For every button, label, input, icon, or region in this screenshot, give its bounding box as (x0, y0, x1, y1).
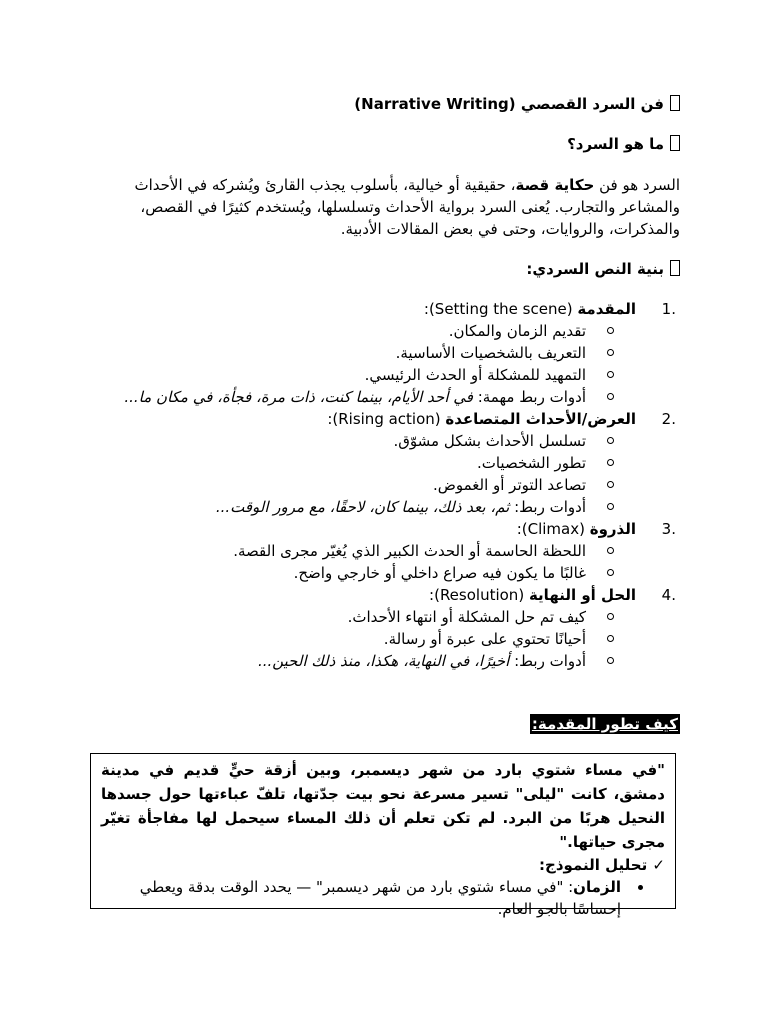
section-heading-rest: (Climax): (516, 520, 590, 538)
list-item (86, 452, 636, 474)
section-heading (86, 584, 636, 606)
structure-list (86, 298, 676, 672)
section-heading-bold: العرض/الأحداث المتصاعدة (445, 410, 636, 428)
list-item-text: كيف تم حل المشكلة أو انتهاء الأحداث. (347, 608, 586, 626)
hollow-bullet-icon (607, 393, 614, 400)
section-number: .3 (661, 520, 676, 538)
list-item (86, 474, 636, 496)
section-items (86, 540, 636, 584)
list-item (86, 320, 636, 342)
analysis-text: : "في مساء شتوي بارد من شهر ديسمبر" — يحدد الوقت بدقة ويعطي إحساسًا بالجو العام. (139, 878, 621, 918)
section-heading-rest: (Rising action): (327, 410, 446, 428)
list-item (86, 650, 636, 672)
list-item (86, 386, 636, 408)
section-number: .4 (661, 586, 676, 604)
box-glyph-icon (670, 135, 680, 151)
what-is-paragraph (80, 174, 680, 240)
list-item-text: تصاعد التوتر أو الغموض. (432, 476, 586, 494)
list-item-text: التمهيد للمشكلة أو الحدث الرئيسي. (364, 366, 586, 384)
box-glyph-icon (670, 260, 680, 276)
list-item-prefix: أدوات ربط مهمة: (472, 388, 586, 406)
list-item-text: اللحظة الحاسمة أو الحدث الكبير الذي يُغيّر مجرى القصة. (233, 542, 586, 560)
para-start: السرد هو فن (594, 176, 680, 194)
section-heading-bold: الحل أو النهاية (528, 586, 636, 604)
section-heading (86, 298, 636, 320)
analysis-heading: ✓ تحليل النموذج: (539, 856, 665, 874)
list-item (86, 606, 636, 628)
section-heading-bold: المقدمة (577, 300, 636, 318)
hollow-bullet-icon (607, 635, 614, 642)
section-heading-bold: الذروة (589, 520, 636, 538)
list-item-text: تقديم الزمان والمكان. (448, 322, 586, 340)
hollow-bullet-icon (607, 327, 614, 334)
what-is-heading (567, 135, 680, 153)
connectors-italic: في أحد الأيام، بينما كنت، ذات مرة، فجأة، في مكان ما... (124, 388, 473, 406)
document-title (354, 95, 680, 113)
hollow-bullet-icon (607, 371, 614, 378)
list-item-text: أحيانًا تحتوي على عبرة أو رسالة. (383, 630, 586, 648)
structure-heading (526, 260, 680, 278)
section-items (86, 606, 636, 672)
intro-heading: كيف تطور المقدمة: (531, 715, 678, 733)
list-item (86, 342, 636, 364)
section-number: .2 (661, 410, 676, 428)
section-heading (86, 518, 636, 540)
hollow-bullet-icon (607, 569, 614, 576)
connectors-italic: أخيرًا، في النهاية، هكذا، منذ ذلك الحين... (257, 652, 510, 670)
list-item-text: تطور الشخصيات. (476, 454, 586, 472)
document-title-text: فن السرد القصصي (Narrative Writing) (354, 95, 664, 113)
structure-section (86, 518, 676, 584)
excerpt-quote: "في مساء شتوي بارد من شهر ديسمبر، وبين أزقة حيٍّ قديم في مدينة دمشق، كانت "ليلى" تسير مسرعة نحو بيت جدّتها، تلفّ عباءتها حول جسدها النحيل هربًا من البرد. لم تكن تعلم أن ذلك المساء سيحمل لها مفاجأة تغيّر مجرى حياتها." (101, 761, 665, 851)
connectors-italic: ثم، بعد ذلك، بينما كان، لاحقًا، مع مرور الوقت... (215, 498, 510, 516)
list-item-prefix: أدوات ربط: (509, 498, 586, 516)
section-number: .1 (661, 300, 676, 318)
list-item-text: غالبًا ما يكون فيه صراع داخلي أو خارجي واضح. (293, 564, 586, 582)
hollow-bullet-icon (607, 503, 614, 510)
para-rest: ، حقيقية أو خيالية، بأسلوب يجذب القارئ ويُشركه في الأحداث والمشاعر والتجارب. يُعنى السرد برواية الأحداث وتسلسلها، ويُستخدم كثيرًا في القصص، والمذكرات، والروايات، وحتى في بعض المقالات الأدبية. (134, 176, 680, 238)
section-heading-rest: (Setting the scene): (423, 300, 578, 318)
list-item-prefix: أدوات ربط: (509, 652, 586, 670)
hollow-bullet-icon (607, 459, 614, 466)
hollow-bullet-icon (607, 481, 614, 488)
hollow-bullet-icon (607, 437, 614, 444)
list-item (86, 496, 636, 518)
what-is-heading-text: ما هو السرد؟ (567, 135, 664, 153)
analysis-item (101, 876, 665, 920)
section-items (86, 320, 636, 408)
list-item-text: تسلسل الأحداث بشكل مشوّق. (393, 432, 586, 450)
section-heading (86, 408, 636, 430)
section-heading-rest: (Resolution): (429, 586, 529, 604)
hollow-bullet-icon (607, 657, 614, 664)
excerpt-box (90, 753, 676, 918)
structure-heading-text: بنية النص السردي: (526, 260, 664, 278)
analysis-label: الزمان (573, 878, 621, 896)
bullet-dot-icon (638, 885, 643, 890)
box-glyph-icon (670, 95, 680, 111)
hollow-bullet-icon (607, 349, 614, 356)
hollow-bullet-icon (607, 613, 614, 620)
list-item (86, 562, 636, 584)
list-item (86, 364, 636, 386)
structure-section (86, 298, 676, 408)
list-item (86, 430, 636, 452)
list-item-text: التعريف بالشخصيات الأساسية. (395, 344, 586, 362)
list-item (86, 628, 636, 650)
structure-section (86, 408, 676, 518)
section-items (86, 430, 636, 518)
structure-section (86, 584, 676, 672)
list-item (86, 540, 636, 562)
hollow-bullet-icon (607, 547, 614, 554)
para-bold: حكاية قصة (515, 176, 595, 194)
